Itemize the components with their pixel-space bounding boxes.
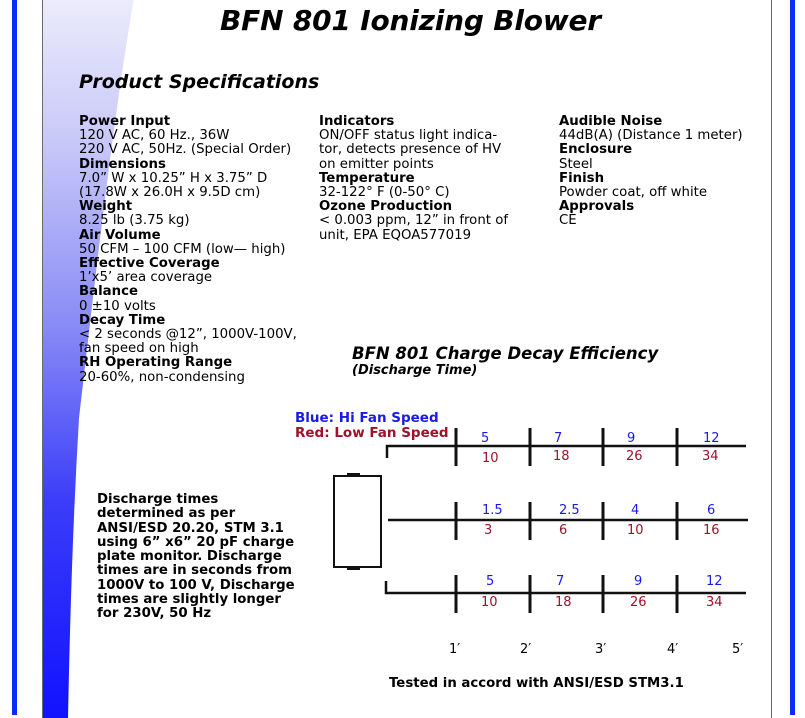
legend-low-fan: Red: Low Fan Speed — [295, 425, 449, 441]
distance-label: 5′ — [732, 642, 744, 657]
spec-value: Steel — [559, 156, 593, 172]
spec-value: 8.25 lb (3.75 kg) — [79, 213, 190, 229]
low-fan-value: 18 — [553, 449, 570, 464]
spec-value: on emitter points — [319, 156, 434, 172]
distance-label: 2′ — [520, 642, 532, 657]
low-fan-value: 34 — [702, 449, 719, 464]
distance-label: 1′ — [449, 642, 461, 657]
hi-fan-value: 12 — [703, 431, 720, 446]
row-top-values — [481, 431, 720, 466]
hi-fan-value: 7 — [554, 431, 563, 446]
spec-value: 50 CFM – 100 CFM (low— high) — [79, 241, 286, 257]
spec-label: Approvals — [559, 199, 635, 215]
spec-label: Finish — [559, 170, 605, 186]
spec-value: Powder coat, off white — [559, 185, 708, 201]
distance-axis-labels — [449, 642, 743, 657]
low-fan-value: 10 — [481, 595, 498, 610]
low-fan-value: 10 — [627, 523, 644, 538]
distance-label: 4′ — [667, 642, 679, 657]
hi-fan-value: 7 — [556, 574, 565, 589]
spec-value: 1’x5’ area coverage — [79, 270, 213, 286]
spec-label: Indicators — [319, 114, 395, 129]
spec-value: tor, detects presence of HV — [319, 142, 502, 158]
low-fan-value: 34 — [706, 595, 723, 610]
spec-label: Weight — [79, 199, 133, 215]
chart-subtitle: (Discharge Time) — [352, 363, 478, 378]
hi-fan-value: 6 — [707, 503, 716, 518]
spec-label: Air Volume — [79, 227, 161, 243]
spec-label: Temperature — [319, 170, 415, 186]
charge-plate-monitor-icon — [334, 473, 381, 570]
spec-label: Decay Time — [79, 312, 166, 328]
spec-label: Ozone Production — [319, 199, 453, 215]
spec-value: 20-60%, non-condensing — [79, 369, 245, 385]
spec-value: CE — [559, 213, 577, 229]
spec-value: (17.8W x 26.0H x 9.5D cm) — [79, 185, 261, 201]
hi-fan-value: 9 — [634, 574, 643, 589]
spec-label: Effective Coverage — [79, 256, 220, 272]
hi-fan-value: 5 — [481, 431, 490, 446]
discharge-note: Discharge times determined as per ANSI/ESD 20.20, STM 3.1 using 6” x6” 20 pF charge plate monitor. Discharge times are in seconds from 1000V to 100 V, Discharge times are slightly longer for 230V, 50 Hz — [97, 492, 295, 622]
low-fan-value: 26 — [626, 449, 643, 464]
spec-value: unit, EPA EQOA577019 — [319, 227, 472, 243]
hi-fan-value: 2.5 — [559, 503, 580, 518]
spec-value: 0 ±10 volts — [79, 298, 156, 314]
spec-label: Power Input — [79, 114, 171, 129]
hi-fan-value: 4 — [631, 503, 640, 518]
low-fan-value: 10 — [482, 451, 499, 466]
low-fan-value: 26 — [630, 595, 647, 610]
spec-value: 120 V AC, 60 Hz., 36W — [79, 128, 230, 144]
low-fan-value: 16 — [703, 523, 720, 538]
hi-fan-value: 12 — [706, 574, 723, 589]
chart-title: BFN 801 Charge Decay Efficiency — [352, 344, 659, 363]
spec-label: Balance — [79, 284, 139, 300]
spec-label: Enclosure — [559, 142, 633, 158]
spec-value: 220 V AC, 50Hz. (Special Order) — [79, 142, 292, 158]
section-title: Product Specifications — [79, 71, 320, 93]
spec-value: 44dB(A) (Distance 1 meter) — [559, 128, 743, 144]
legend-hi-fan: Blue: Hi Fan Speed — [295, 410, 439, 426]
low-fan-value: 18 — [555, 595, 572, 610]
page-title: BFN 801 Ionizing Blower — [220, 4, 601, 37]
spec-value: 7.0” W x 10.25” H x 3.75” D — [79, 170, 268, 186]
spec-value: ON/OFF status light indica- — [319, 128, 498, 144]
spec-label: Dimensions — [79, 156, 166, 172]
hi-fan-value: 9 — [627, 431, 636, 446]
low-fan-value: 3 — [484, 523, 493, 538]
distance-label: 3′ — [595, 642, 607, 657]
spec-value: 32-122° F (0-50° C) — [319, 185, 450, 201]
spec-value: < 2 seconds @12”, 1000V-100V, — [79, 327, 297, 343]
spec-label: RH Operating Range — [79, 355, 233, 371]
hi-fan-value: 5 — [486, 574, 495, 589]
spec-value: fan speed on high — [79, 341, 199, 357]
low-fan-value: 6 — [559, 523, 568, 538]
spec-value: < 0.003 ppm, 12” in front of — [319, 213, 509, 229]
test-standard-footer: Tested in accord with ANSI/ESD STM3.1 — [389, 676, 684, 691]
hi-fan-value: 1.5 — [482, 503, 503, 518]
spec-label: Audible Noise — [559, 114, 663, 129]
